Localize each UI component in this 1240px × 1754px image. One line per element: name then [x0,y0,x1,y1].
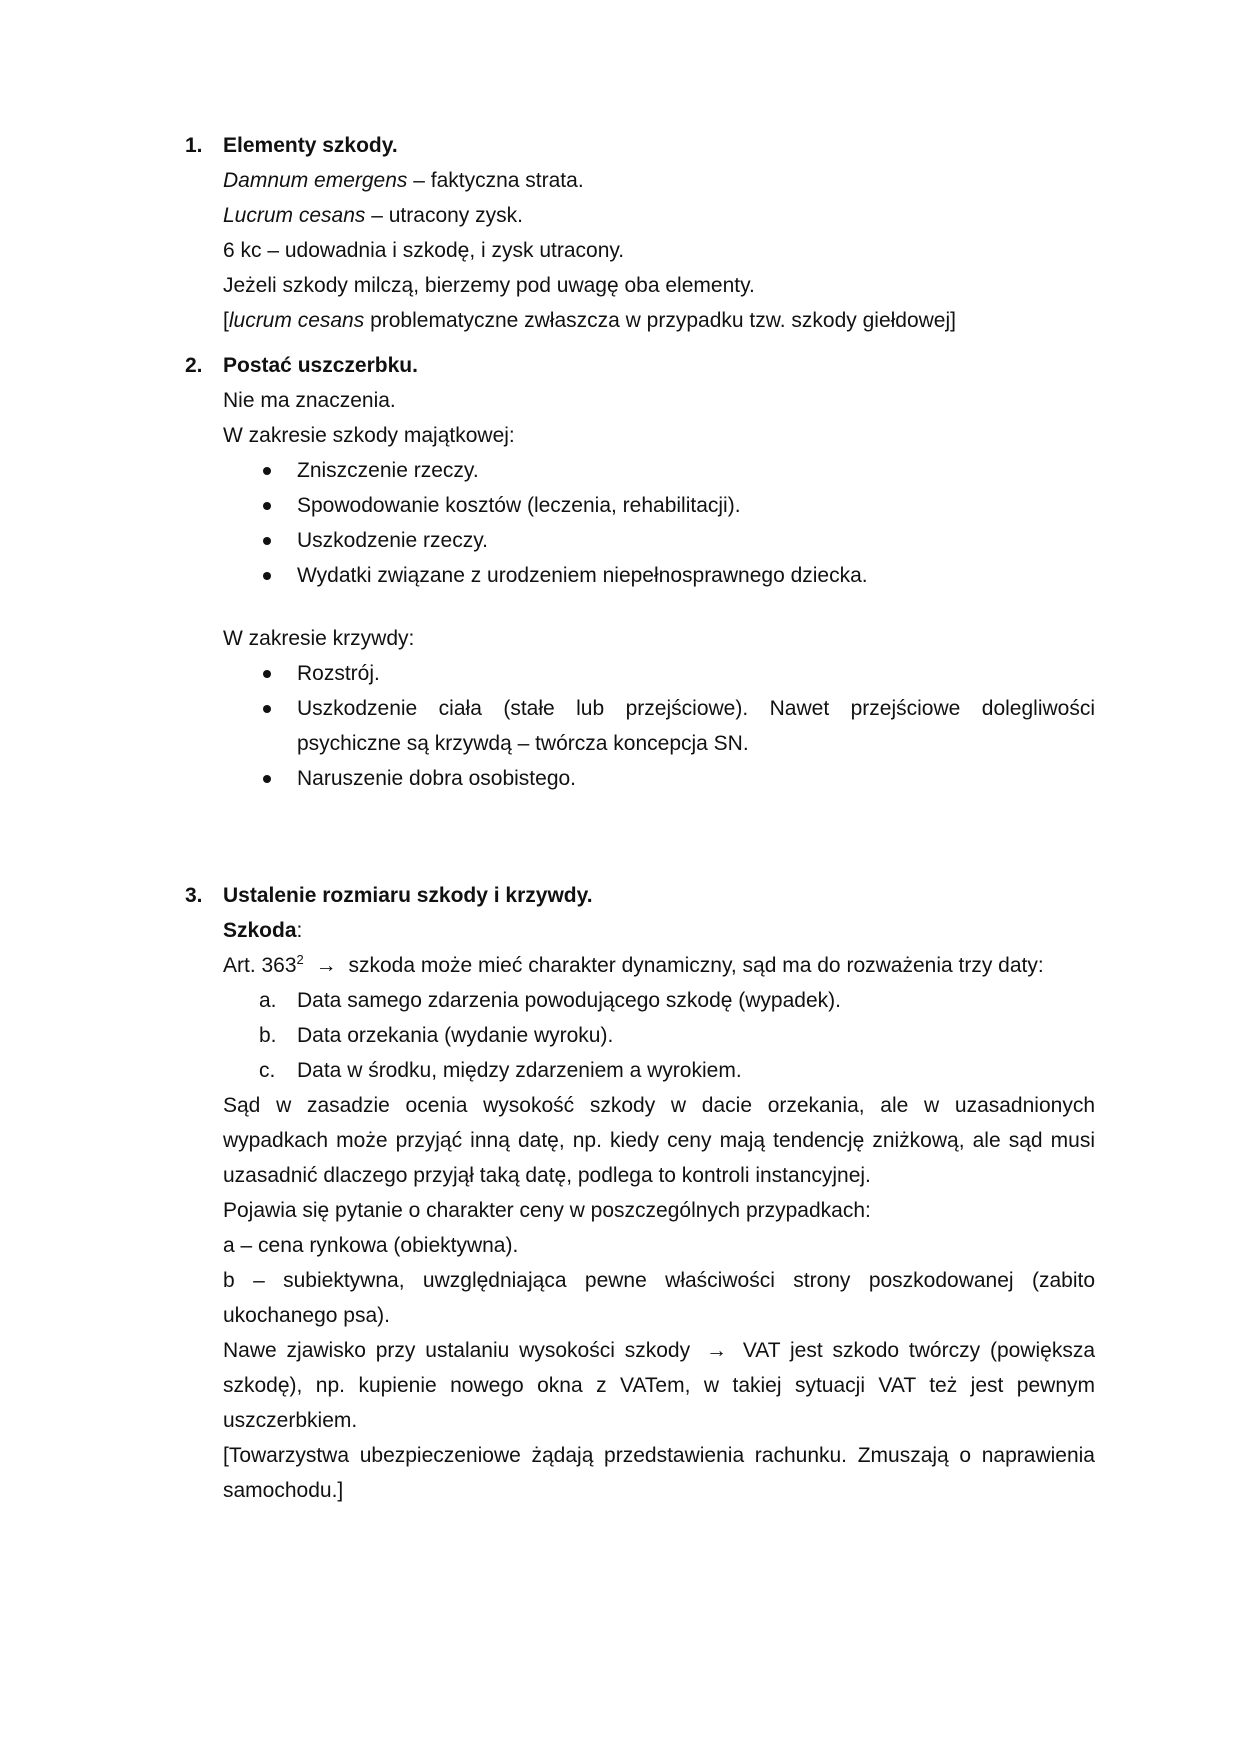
list-letter: b. [259,1024,277,1047]
list-item [185,558,1095,593]
list-item [185,691,1095,761]
list-item-text: Naruszenie dobra osobistego. [297,767,577,790]
price-question-line: Pojawia się pytanie o charakter ceny w poszczególnych przypadkach: [223,1199,871,1222]
arrow-icon: → [315,954,337,977]
damnum-line [185,163,1095,198]
section-1-number: 1. [185,134,203,157]
list-item-text: Uszkodzenie ciała (stałe lub przejściowe). Nawet przejściowe dolegliwości psychiczne są krzywdą – twórcza koncepcja SN. [297,697,1095,755]
article-paragraph [185,948,1095,983]
list-item-text: Wydatki związane z urodzeniem niepełnosprawnego dziecka. [297,564,868,587]
list-item-text: Data w środku, między zdarzeniem a wyrokiem. [297,1059,742,1082]
note-text: problematyczne zwłaszcza w przypadku tzw. szkody giełdowej] [364,309,956,332]
list-letter: a. [259,989,277,1012]
vat-paragraph [185,1333,1095,1438]
section-3-number: 3. [185,884,203,907]
list-item [185,1053,1095,1088]
bullet-icon [263,502,271,510]
damnum-definition: – faktyczna strata. [407,169,584,192]
bullet-icon [263,467,271,475]
article-reference: Art. 363 [223,954,297,977]
bullet-icon [263,670,271,678]
section-2 [185,348,1095,796]
valuation-paragraph: Sąd w zasadzie ocenia wysokość szkody w dacie orzekania, ale w uzasadnionych wypadkach może przyjąć inną datę, np. kiedy ceny mają tendencję zniżkową, ale sąd musi uzasadnić dlaczego przyjął taką datę, podlega to kontroli instancyjnej. [223,1094,1095,1187]
lucrum-line [185,198,1095,233]
property-damage-intro: W zakresie szkody majątkowej: [223,424,515,447]
section-3-heading [185,878,1095,913]
arrow-icon: → [705,1339,727,1362]
list-item [185,761,1095,796]
list-item [185,1018,1095,1053]
list-item [185,656,1095,691]
article-text: szkoda może mieć charakter dynamiczny, sąd ma do rozważenia trzy daty: [348,954,1044,977]
note-term: lucrum cesans [228,309,365,332]
list-item-text: Rozstrój. [297,662,380,685]
insurance-paragraph: [Towarzystwa ubezpieczeniowe żądają przedstawienia rachunku. Zmuszają o naprawienia samochodu.] [223,1444,1095,1502]
section-2-title: Postać uszczerbku. [223,354,418,377]
article-superscript: 2 [296,952,304,967]
note-line [185,303,1095,338]
list-item [185,453,1095,488]
section-1 [185,128,1095,338]
vat-text-start: Nawe zjawisko przy ustalaniu wysokości szkody [223,1339,691,1362]
market-price-line: a – cena rynkowa (obiektywna). [223,1234,519,1257]
section-3-title: Ustalenie rozmiaru szkody i krzywdy. [223,884,593,907]
bullet-icon [263,537,271,545]
note-open-bracket: [ [223,309,229,332]
subjective-price-paragraph: b – subiektywna, uwzględniająca pewne właściwości strony poszkodowanej (zabito ukochanego psa). [223,1269,1095,1327]
lucrum-term: Lucrum cesans [223,204,366,227]
no-significance-line: Nie ma znaczenia. [223,389,396,412]
lucrum-definition: – utracony zysk. [365,204,523,227]
bullet-icon [263,705,271,713]
bullet-icon [263,572,271,580]
list-letter: c. [259,1059,276,1082]
list-item [185,488,1095,523]
damage-subheading-label: Szkoda [223,919,297,942]
list-item [185,983,1095,1018]
harm-intro: W zakresie krzywdy: [223,627,415,650]
bullet-icon [263,775,271,783]
vat-text-end: VAT jest szkodo twórczy (powiększa szkodę), np. kupienie nowego okna z VATem, w takiej sytuacji VAT też jest pewnym uszczerbkiem. [223,1339,1095,1432]
section-2-number: 2. [185,354,203,377]
section-2-heading [185,348,1095,383]
list-item [185,523,1095,558]
list-item-text: Zniszczenie rzeczy. [297,459,479,482]
list-item-text: Data orzekania (wydanie wyroku). [297,1024,614,1047]
damage-subheading [185,913,1095,948]
list-item-text: Data samego zdarzenia powodującego szkodę (wypadek). [297,989,841,1012]
damnum-term: Damnum emergens [223,169,408,192]
section-1-title: Elementy szkody. [223,134,398,157]
damage-subheading-colon: : [296,919,303,942]
silence-line: Jeżeli szkody milczą, bierzemy pod uwagę oba elementy. [223,274,755,297]
list-item-text: Uszkodzenie rzeczy. [297,529,489,552]
kc-line: 6 kc – udowadnia i szkodę, i zysk utracony. [223,239,625,262]
list-item-text: Spowodowanie kosztów (leczenia, rehabilitacji). [297,494,741,517]
section-1-heading [185,128,1095,163]
section-3 [185,878,1095,1508]
